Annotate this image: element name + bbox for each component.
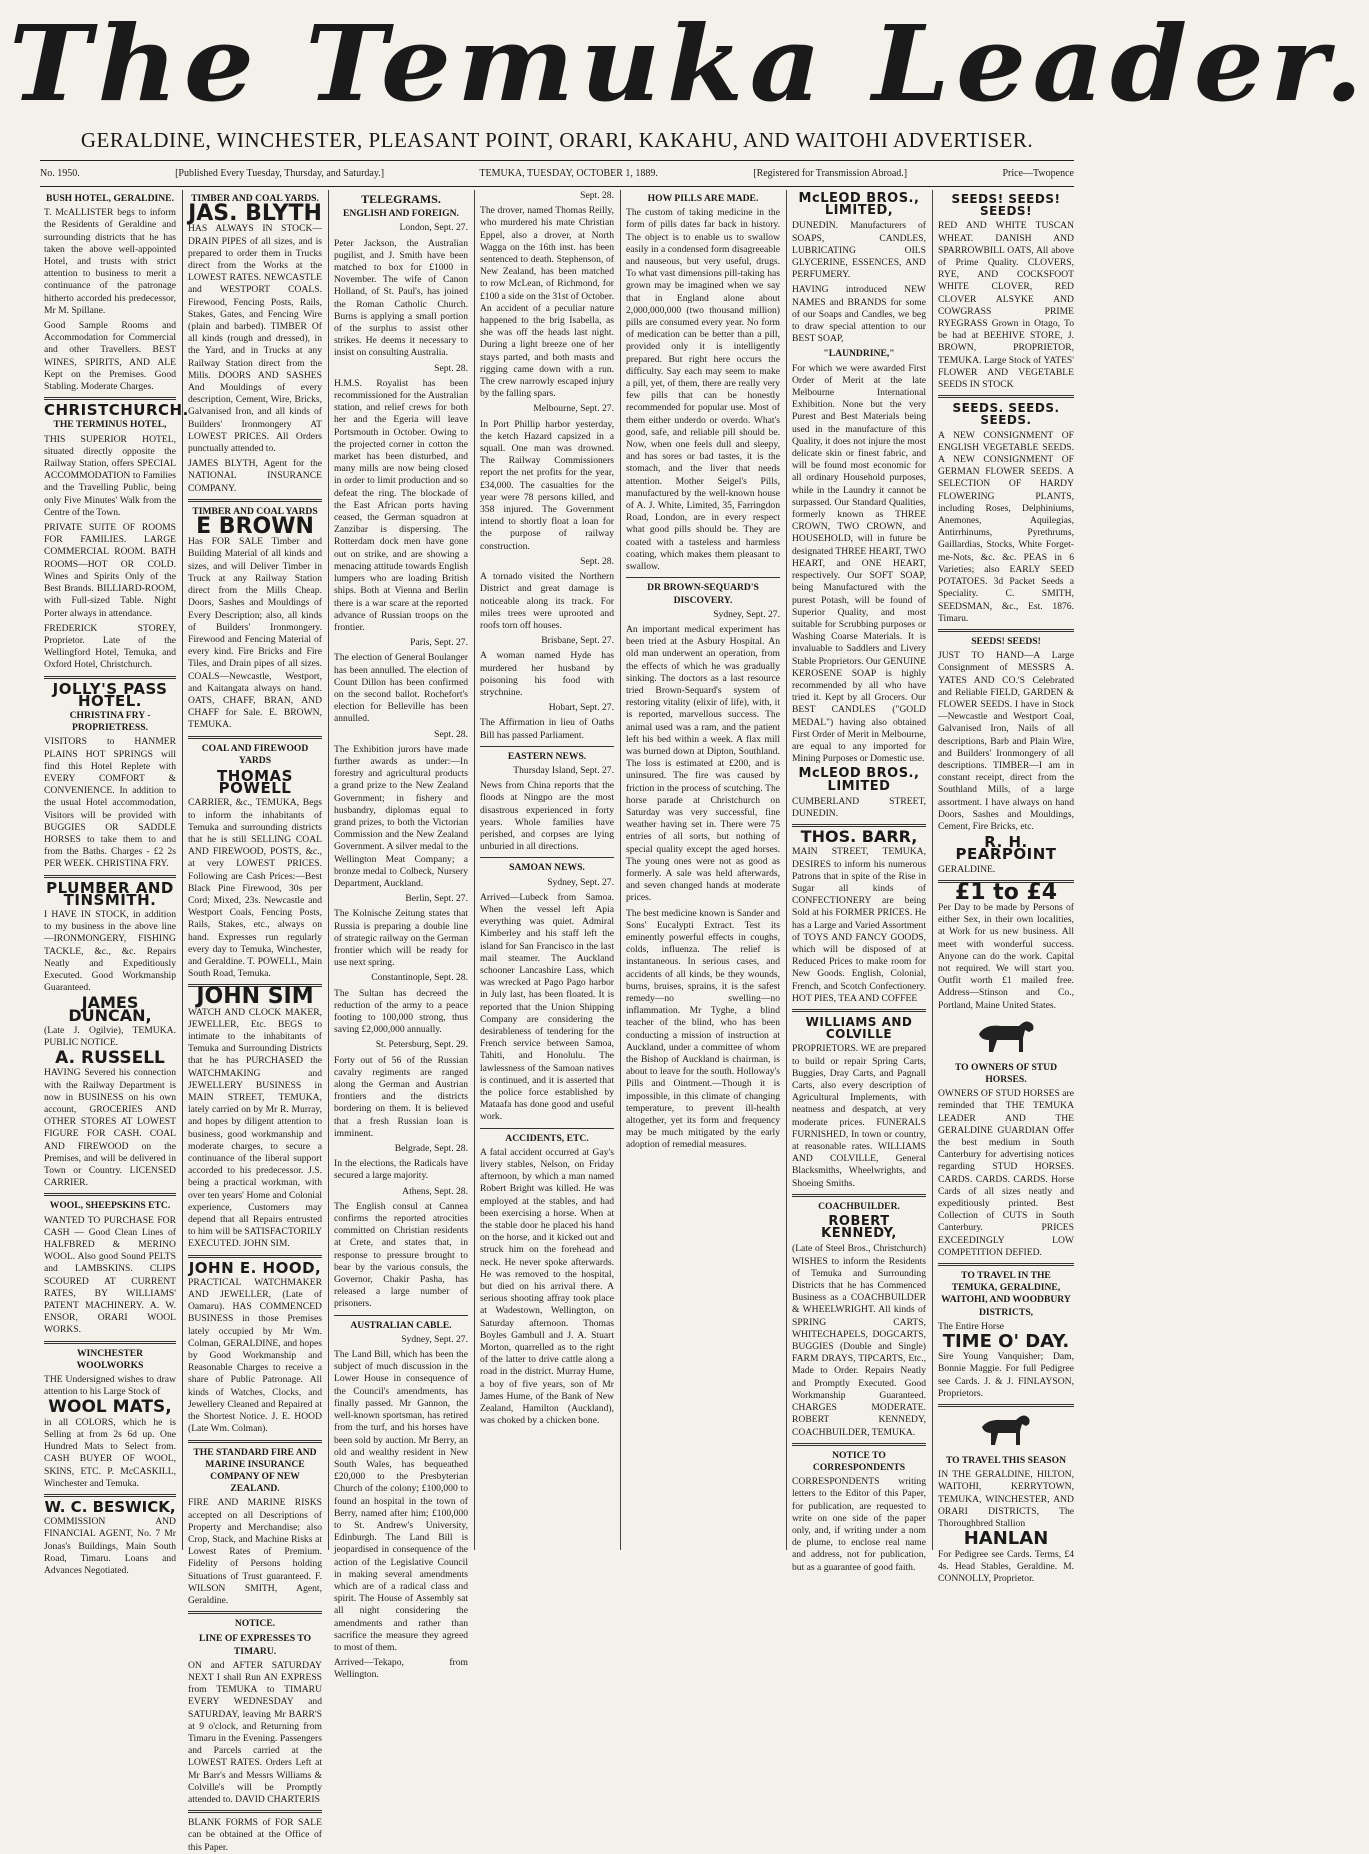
ad-text: Per Day to be made by Persons of either Sex, in their own localities, at Work for us new business. All meet with wonderful success. Anyone can do the work. Capital not required. We will start you. Outfit worth £1 mailed free. Address—Stinson and Co., Portland, Maine United States. <box>938 901 1074 1011</box>
ad-heading: NOTICE TO CORRESPONDENTS <box>812 1449 906 1473</box>
dateline: Paris, Sept. 27. <box>410 637 468 649</box>
ad-heading-large: McLEOD BROS., LIMITED, <box>798 191 920 219</box>
news-text: In Port Phillip harbor yesterday, the ketch Hazard capsized in a squall. One man was drowned. The Railway Commissioners report the net profits for the year, £34,000. The casualties for the year were 78 persons killed, and 358 injured. The Government intend to shortly float a loan for the purpose of railway construction. <box>480 418 614 552</box>
news-text: In the elections, the Radicals have secured a large majority. <box>334 1158 468 1182</box>
ad-heading: THE STANDARD FIRE AND MARINE INSURANCE COMPANY OF NEW ZEALAND. <box>193 1446 317 1495</box>
ad-heading-large: HANLAN <box>963 1528 1049 1550</box>
ad-text: RED AND WHITE TUSCAN WHEAT. DANISH AND SPARROWBILL OATS, All above of Prime Quality. CLOVERS, RYE, AND COCKSFOOT WHITE CLOVER, RED CLOVER ALSYKE AND COWGRASS PRIME RYEGRASS Grown in Otago, To be had at BEEHIVE STORE, J. BROWN, PROPRIETOR, TEMUKA. Large Stock of YATES' FLOWER AND VEGETABLE SEEDS IN STOCK <box>938 220 1074 391</box>
dateline: Brisbane, Sept. 27. <box>541 635 614 647</box>
ad-heading: "LAUNDRINE," <box>823 348 895 360</box>
newspaper-title: The Temuka Leader. <box>8 2 1369 125</box>
ad-heading-large: THOS. BARR, <box>800 827 918 847</box>
news-text: The Exhibition jurors have made further awards as under:—In forestry and agricultural products a grand prize to the New Zealand Government; in fishery and husbandry, diplomas equal to grand prizes, to both the Victorian Commission and the New Zealand Government. A silver medal to the Wellington Meat Company; a bronze medal to Colbeck, Nursery Department, Auckland. <box>334 743 468 889</box>
ad-text: Has FOR SALE Timber and Building Material of all kinds and sizes, and will Deliver Timber in Truck at any Railway Station direct from the Mills Cheap. Doors, Sashes and Mouldings of Every Description; also, all kinds of Builders' Ironmongery. Firewood and Fencing Material of every kind. Fire Bricks and Fire Tiles, and Drain pipes of all sizes. COALS—Newcastle, Westport, and Kaitangata always on hand. OATS, CHAFF, BRAN, AND CHAFF for Sale. E. BROWN, TEMUKA. <box>188 536 322 731</box>
news-text: Arrived—Lubeck from Samoa. When the vessel left Apia everything was quiet. Admiral Kimberley and his staff left the island for San Francisco in the last mail steamer. The Auckland schooner Lancashire Lass, which was wrecked at Pago Pago harbor in July last, has been floated. It is reported that the Union Shipping Company are considering the desirableness of tendering for the French service between Samoa, Tahiti, and Honolulu. The lawlessness of the Samoan natives is continued, and it is asserted that the police force established by Mataafa has done good and useful work. <box>480 891 614 1123</box>
column-3 <box>334 190 468 1681</box>
ad-heading-large: JAMES DUNCAN, <box>68 993 152 1025</box>
ad-text: MAIN STREET, TEMUKA, DESIRES to inform his numerous Patrons that in spite of the Rise in Sugar all kinds of CONFECTIONERY are being Sold at his FORMER PRICES. He has a Large and Varied Assortment of TOYS AND FANCY GOODS, which will be disposed of at Reduced Prices to make room for New Goods. English, Colonial, French, and Scotch Confectionery. HOT PIES, TEA AND COFFEE <box>792 846 926 1004</box>
ad-separator <box>188 1611 322 1614</box>
ad-heading: THE TERMINUS HOTEL, <box>53 419 167 431</box>
ad-text: GERALDINE. <box>938 863 996 875</box>
dateline: London, Sept. 27. <box>399 222 468 234</box>
ad-separator <box>44 1193 176 1196</box>
column-2 <box>188 190 322 1853</box>
ad-separator <box>188 499 322 502</box>
ad-text: THE Undersigned wishes to draw attention to his Large Stock of <box>44 1374 176 1398</box>
ad-text: OWNERS OF STUD HORSES are reminded that THE TEMUKA LEADER AND THE GERALDINE GUARDIAN Offer the best medium in South Canterbury for advertising notices regarding STUD HORSES. CARDS. CARDS. CARDS. Horse Cards of all sizes neatly and expeditiously printed. Best Collection of CUTS in South Canterbury. PRICES EXCEEDINGLY LOW COMPETITION DEFIED. <box>938 1088 1074 1258</box>
ad-text: CARRIER, &c., TEMUKA, Begs to inform the inhabitants of Temuka and surrounding districts that he is still SELLING COAL AND FIREWOOD, POSTS, &c., at very LOWEST PRICES. Following are Cash Prices:—Best Black Pine Firewood, 30s per Cord; Mixed, 23s. Newcastle and Westport Coals, Fencing Posts, Rails, Stakes, etc., always on hand. Expresses run regularly every day to Temuka, Winchester, and Geraldine. T. POWELL, Main South Road, Temuka. <box>188 797 322 980</box>
section-heading: EASTERN NEWS. <box>507 750 587 762</box>
registration-note: [Registered for Transmission Abroad.] <box>753 168 908 179</box>
news-text: News from China reports that the floods at Ningpo are the most disastrous experienced in forty years. Whole families have perished, and corpses are lying unburied in all directions. <box>480 780 614 853</box>
news-text: The election of General Boulanger has been annulled. The election of Count Dillon has been confirmed on the second ballot. Rochefort's election for Belleville has been annulled. <box>334 652 468 725</box>
article-heading: HOW PILLS ARE MADE. <box>647 193 759 204</box>
stallion-illustration <box>976 1411 1036 1451</box>
dateline: Berlin, Sept. 27. <box>405 893 468 905</box>
newspaper-subtitle: GERALDINE, WINCHESTER, PLEASANT POINT, ORARI, KAKAHU, AND WAITOHI ADVERTISER. <box>80 128 1034 152</box>
ad-separator <box>792 1194 926 1197</box>
ad-separator <box>44 676 176 679</box>
dateline: Melbourne, Sept. 27. <box>533 403 614 415</box>
ad-heading: LINE OF EXPRESSES TO TIMARU. <box>198 1633 312 1657</box>
ad-heading: WOOL, SHEEPSKINS ETC. <box>49 1200 171 1212</box>
column-divider <box>474 190 475 1550</box>
ad-text: HAVING Severed his connection with the Railway Department is now in BUSINESS on his own account, GROCERIES AND OTHER STORES AT LOWEST FIGURE FOR CASH. COAL AND FIREWOOD on the Premises, and will be delivered in Town or Country. LICENSED CARRIER. <box>44 1067 176 1189</box>
column-divider <box>786 190 787 1550</box>
ad-separator <box>44 397 176 400</box>
issue-info-bar <box>40 168 1074 186</box>
column-divider <box>932 190 933 1550</box>
dateline: TEMUKA, TUESDAY, OCTOBER 1, 1889. <box>479 168 658 179</box>
ad-heading: SEEDS! SEEDS! <box>971 635 1041 647</box>
section-separator <box>480 746 614 747</box>
ad-text: COMMISSION AND FINANCIAL AGENT, No. 7 Mr Jonas's Buildings, Main South Road, Timaru. Loans and Advances Negotiated. <box>44 1516 176 1576</box>
article-text: The best medicine known is Sander and Sons' Eucalypti Extract. Test its eminently powerful effects in coughs, colds, influenza. The relief is instantaneous. In serious cases, and accidents of all kinds, be they wounds, burns, bruises, sprains, it is the safest remedy—no swelling—no inflammation. Mr Tyghe, a blind teacher of the blind, who has been conducting a mission of instruction at Auckland, under a committee of whom the Bishop of Auckland is chairman, is about to leave for the south. Holloway's Pills and Ointment.—Though it is impossible, in this climate of changing temperature, to prevent ill-health altogether, yet its form and frequency may be much mitigated by the early adoption of remedial measures. <box>626 907 780 1151</box>
ad-text: in all COLORS, which he is Selling at from 2s 6d up. One Hundred Mats to Select from. CASH BUYER OF WOOL, SKINS, ETC. P. McCASKILL, Winchester and Temuka. <box>44 1416 176 1489</box>
ad-text: (Late of Steel Bros., Christchurch) WISHES to inform the Residents of Temuka and Surrounding Districts that he has Commenced Business as a COACHBUILDER & WHEELWRIGHT. All kinds of SPRING CARTS, WHITECHAPELS, DOGCARTS, BUGGIES (Double and Single) FARM DRAYS, TIPCARTS, Etc., Made to Order. Repairs Neatly and Promptly Executed. Good Workmanship Guaranteed. CHARGES MODERATE. ROBERT KENNEDY, COACHBUILDER, TEMUKA. <box>792 1243 926 1438</box>
masthead <box>8 2 1369 128</box>
dateline: Sept. 28. <box>580 555 614 567</box>
ad-heading-large: JOHN SIM <box>196 984 314 1010</box>
news-text: H.M.S. Royalist has been recommissioned for the Australian station, and relief crews for both her and the Egeria will leave Portsmouth in October. Owing to the projected corner in cotton the market has been disturbed, and many mills are now being closed in order to limit production and so defeat the ring. The blockade of the East African ports having ceased, the German squadron at Zanzibar is dispersing. The Rotterdam dock men have gone out on strike, and are showing a menacing attitude towards English lumpers who are loading British ships. Both at Vienna and Berlin there is a war scare at the reported advance of Russian troops on the frontier. <box>334 377 468 633</box>
ad-separator <box>188 1440 322 1443</box>
section-separator <box>480 857 614 858</box>
column-divider <box>328 190 329 1550</box>
ad-text: JUST TO HAND—A Large Consignment of MESSRS A. YATES AND CO.'S Celebrated and Reliable FIELD, GARDEN & FLOWER SEEDS. I have in Stock—Newcastle and Westport Coal, Galvanised Iron, Nails of all descriptions, Barb and Plain Wire, and Builders' Ironmongery of all descriptions. TIMBER—I am in constant receipt, direct from the Southland Mills, of a large assortment. I have always on hand Doors, Sashes and Mouldings, Cement, Fire Bricks, etc. <box>938 650 1074 832</box>
ad-text: (Late J. Ogilvie), TEMUKA. PUBLIC NOTICE. <box>44 1024 176 1048</box>
ad-text: A NEW CONSIGNMENT OF ENGLISH VEGETABLE SEEDS. A NEW CONSIGNMENT OF GERMAN FLOWER SEEDS. A SELECTION OF HARDY FLOWERING PLANTS, including Roses, Delphiniums, Anemones, Aquilegias, Antirrhinums, Pyrethrums, Gaillardias, Stocks, White Forget-me-Nots, &c. &c. PEAS in 6 Varieties; also EARLY SEED POTATOES. 3d Packet Seeds a Speciality. C. SMITH, SEEDSMAN, &c., Est. 1876. Timaru. <box>938 429 1074 624</box>
ad-heading-large: SEEDS. SEEDS. SEEDS. <box>952 401 1060 428</box>
news-text: A fatal accident occurred at Gay's livery stables, Nelson, on Friday afternoon, by which a man named Robert Bright was killed. He was employed at the stables, and had been exercising a horse. When at the stable door he placed his hand on the horse, and it kicked out and struck him on the forehead and neck. He never spoke afterwards. He was removed to the hospital, but died on his arrival there. A serious shooting affray took place at Wadestown, Wellington, on Saturday afternoon. Thomas Boyles Gambull and J. A. Stuart Morton, quarrelled as to the right of the latter to drive cattle along a road in the district. Murray Hume, a boy of five years, son of Mr James Hume, of the Bank of New Zealand, Hamilton (Auckland), was choked by a chicken bone. <box>480 1146 614 1427</box>
dateline: Sept. 28. <box>434 728 468 740</box>
ad-text: JAMES BLYTH, Agent for the NATIONAL INSURANCE COMPANY. <box>188 458 322 494</box>
ad-separator <box>188 1810 322 1813</box>
column-6 <box>792 190 926 1573</box>
column-7 <box>938 190 1074 1584</box>
ad-heading-large: A. RUSSELL <box>55 1048 165 1069</box>
ad-separator <box>188 736 322 739</box>
ad-text: PRACTICAL WATCHMAKER AND JEWELLER, (Late of Oamaru). HAS COMMENCED BUSINESS in those Premises lately occupied by Mr Wm. Colman, GERALDINE, and hopes by Good Workmanship and Reasonable Charges to receive a share of Public Patronage. All kinds of Watches, Clocks, and Jewellery Cleaned and Repaired at the Shortest Notice. J. E. HOOD (Late Wm. Colman). <box>188 1276 322 1435</box>
ad-heading-large: JAS. BLYTH <box>188 201 322 227</box>
ad-heading: COACHBUILDER. <box>818 1200 900 1212</box>
dateline: Belgrade, Sept. 28. <box>394 1143 468 1155</box>
ad-text: For which we were awarded First Order of Merit at the late Melbourne International Exhibition. None but the very Purest and Best Materials being used in the manufacture of this Quality, it does not injure the most delicate skin or finest fabric, and will be found most economic for all ordinary Household purposes, while in the Laundry it cannot be surpassed. Our Standard Qualities, formerly known as THREE CROWN, TWO CROWN, and HOUSEHOLD, will in future be designated THREE HEART, TWO HEART, and ONE HEART, respectively. Our SOFT SOAP, being Manufactured with the purest Potash, will be found of Superior Quality, and most suitable for Scrubbing purposes or Washing Coarse Materials. It is invaluable to Saddlers and Livery Stable Proprietors. Our GENUINE KEROSENE SOAP is highly recommended by all who have tried it. Kept by all Grocers. Our BEST CANDLES ("GOLD MEDAL") having also obtained First Order of Merit in Melbourne, are equal to any imported for Mining Purposes or Domestic use. <box>792 362 926 765</box>
news-text: A tornado visited the Northern District and great damage is noticeable along its track. For miles trees were uprooted and roofs torn off houses. <box>480 571 614 631</box>
ad-text: Sire Young Vanquisher; Dam, Bonnie Maggie. For full Pedigree see Cards. J. & J. FINLAYSON, Proprietors. <box>938 1351 1074 1399</box>
ad-text: ON and AFTER SATURDAY NEXT I shall Run AN EXPRESS from TEMUKA to TIMARU EVERY WEDNESDAY and SATURDAY, leaving Mr BARR'S at 9 o'clock, and Returning from Timaru in the Evening. Passengers and Parcels carried at the LOWEST RATES. Orders Left at Mr Barr's and Messrs Williams & Colville's will be Promptly attended to. DAVID CHARTERIS <box>188 1659 322 1805</box>
ad-separator <box>44 1341 176 1344</box>
ad-separator <box>938 1263 1074 1266</box>
ad-text: Good Sample Rooms and Accommodation for Commercial and other Travellers. BEST WINES, SPIRITS, AND ALE Kept on the Premises. Good Stabling. Moderate Charges. <box>44 320 176 393</box>
ad-heading: TO TRAVEL THIS SEASON <box>945 1455 1067 1467</box>
column-divider <box>182 190 183 1550</box>
bottom-rule <box>40 186 1074 187</box>
ad-heading: TO TRAVEL IN THE TEMUKA, GERALDINE, WAITOHI, AND WOODBURY DISTRICTS, <box>941 1270 1071 1318</box>
dateline: Athens, Sept. 28. <box>402 1185 468 1197</box>
article-text: The custom of taking medicine in the form of pills dates far back in history. The object is to enable us to swallow easily in a condensed form disagreeable and nauseous, but very useful, drugs. To what vast dimensions pill-taking has grown may be imagined when we say that in England alone about 2,000,000,000 (two thousand million) pills are consumed every year. No form of medication can be better than a pill, provided only it is intelligently prepared. But right here occurs the difficulty. Say each may seem to make a pill, yet, of them, there are really very few pills that can be honestly recommended for popular use. Most of them either underdo or overdo. What's good, safe, and reliable pill should be. Now, when one feels dull and sleepy, and has sores or bad tastes, it is the stomach, and the liver that needs attention. Mother Seigel's Pills, manufactured by the well-known house of A. J. White, Limited, 35, Farringdon Road, London, are in every respect what good pills should be. They are coated with a tasteless and harmless coating, which makes them pleasant to swallow. <box>626 207 780 573</box>
ad-text: CUMBERLAND STREET, DUNEDIN. <box>792 795 926 819</box>
article-text: An important medical experiment has been tried at the Asbury Hospital. An old man underwent an operation, from the effects of which he was gradually sinking. The doctors as a last resource tried Brown-Sequard's system of restoring vitality (elixir of life), with, it is reported, marvellous success. The animal used was a ram, and the patient left his bed within a week. A flax mill was burned down at Dipton, Southland. The loss is estimated at £200, and is uninsured. The fire was caused by friction in the process of scutching. The horse parade at Christchurch on Saturday was very successful, fine weather having set in. There were 75 entries of all sorts, but nothing of special quality except the aged horses. The young ones were not as good as formerly. A sale was held afterwards, and seven changed hands at moderate prices. <box>626 623 780 904</box>
ad-text: VISITORS to HANMER PLAINS HOT SPRINGS will find this Hotel Replete with EVERY COMFORT & CONVENIENCE. In addition to the usual Hotel accommodation, Visitors will be provided with BUGGIES OR SADDLE HORSES to take them to and from the Baths. Charges - £2 2s PER WEEK. CHRISTINA FRY. <box>44 736 176 870</box>
ad-text: CORRESPONDENTS writing letters to the Editor of this Paper, for publication, are requested to write on one side of the paper only, and, if writing under a nom de plume, to enclose real name and address, not for publication, but as a guarantee of good faith. <box>792 1476 926 1573</box>
ad-heading-large: THOMAS POWELL <box>217 766 293 798</box>
dateline: Sept. 28. <box>434 362 468 374</box>
news-text: Peter Jackson, the Australian pugilist, and J. Smith have been matched to box for £1000 in November. The wife of Canon Holland, of St. Paul's, has joined the Roman Catholic Church. Burns is applying a small portion of the surplus to assist other strikes. He deems it necessary to insist on consulting Australia. <box>334 237 468 359</box>
ad-text: The Entire Horse <box>938 1320 1005 1332</box>
news-text: A woman named Hyde has murdered her husband by poisoning his food with strychnine. <box>480 650 614 698</box>
section-heading: ACCIDENTS, ETC. <box>505 1132 589 1144</box>
news-text: The English consul at Cannea confirms the reported atrocities committed on Christian residents at Crete, and states that, in response to pressure brought to bear by the various consuls, the Governor, Chakir Pasha, has released a large number of prisoners. <box>334 1200 468 1310</box>
ad-separator <box>44 875 176 878</box>
section-heading: SAMOAN NEWS. <box>509 862 585 874</box>
dateline: Sydney, Sept. 27. <box>401 1333 468 1345</box>
ad-text: FIRE AND MARINE RISKS accepted on all Descriptions of Property and Merchandise; also Crop, Stack, and Machine Risks at Lowest Rates of Premium. Fidelity of Persons holding Situations of Trust guaranteed. F. WILSON SMITH, Agent, Geraldine. <box>188 1497 322 1606</box>
news-text: The Affirmation in lieu of Oaths Bill has passed Parliament. <box>480 717 614 741</box>
ad-text: BLANK FORMS of FOR SALE can be obtained at the Office of this Paper. <box>188 1817 322 1853</box>
ad-heading: TO OWNERS OF STUD HORSES. <box>954 1061 1058 1085</box>
ad-heading-large: PLUMBER AND TINSMITH. <box>46 878 174 909</box>
ad-heading: NOTICE. <box>234 1618 276 1630</box>
ad-heading-large: JOHN E. HOOD, <box>188 1258 322 1277</box>
ad-heading-large: McLEOD BROS., LIMITED <box>798 766 920 794</box>
ad-text: HAVING introduced NEW NAMES and BRANDS for some of our Soaps and Candles, we beg to draw special attention to our BEST SOAP, <box>792 284 926 345</box>
ad-heading-large: R. H. PEARPOINT <box>955 833 1057 864</box>
ad-text: WANTED TO PURCHASE FOR CASH — Good Clean Lines of HALFBRED & MERINO WOOL. Also good Sound PELTS and LAMBSKINS. CLIPS SCOURED AT CURRENT RATES, BY WILLIAMS' PATENT MACHINERY. A. W. ENSOR, ORARI WOOL WORKS. <box>44 1214 176 1336</box>
news-text: The Land Bill, which has been the subject of much discussion in the Lower House in consequence of the Council's amendments, has finally passed. Mr Gannon, the well-known sportsman, has retired from the turf, and his horses have been sold by auction. Mr Berry, an old and wealthy resident in New South Wales, has bequeathed £20,000 to the Presbyterian Church of the colony; £100,000 to found an hospital in the town of Berry, named after him; £100,000 to St. Andrew's University, Edinburgh. The Land Bill is jeopardised in consequence of the action of the Legislative Council in making several amendments which are of a radical class and spirit. The House of Assembly sat all night considering the amendments and rather than sacrifice the measure they agreed to most of them. <box>334 1349 468 1653</box>
news-text: The Sultan has decreed the reduction of the army to a peace footing to 100,000 strong, thus saving £2,000,000 annually. <box>334 987 468 1036</box>
ad-text: PROPRIETORS. WE are prepared to build or repair Spring Carts, Buggies, Dray Carts, and Pagnall Carts, also every description of Agricultural Implements, with neatness and despatch, at very moderate prices. FUNERALS FURNISHED, In town or country, at reasonable rates. WILLIAMS AND COLVILLE, General Blacksmiths, Wheelwrights, and Shoeing Smiths. <box>792 1043 926 1189</box>
column-divider <box>620 190 621 1550</box>
ad-heading-large: SEEDS! SEEDS! SEEDS! <box>951 192 1061 219</box>
section-heading: TELEGRAMS. <box>361 192 441 206</box>
section-separator <box>626 577 780 578</box>
ad-text: I HAVE IN STOCK, in addition to my business in the above line—IRONMONGERY, FISHING TACKLE, &c., &c. Repairs Neatly and Expeditiously Executed. Good Workmanship Guaranteed. <box>44 908 176 994</box>
section-separator <box>334 1315 468 1316</box>
article-heading: DR BROWN-SEQUARD'S DISCOVERY. <box>647 582 759 606</box>
ad-heading: TIMBER AND COAL YARDS <box>192 505 318 517</box>
section-subheading: ENGLISH AND FOREIGN. <box>343 208 459 220</box>
ad-heading-large: WOOL MATS, <box>48 1397 172 1418</box>
column-1 <box>44 190 189 1576</box>
section-separator <box>480 1128 614 1129</box>
ad-text: T. McALLISTER begs to inform the Residents of Geraldine and surrounding districts that he has taken the above well-appointed Hotel, and trusts with strict attention to business to merit a continuance of the patronage hitherto accorded his predecessor, Mr M. Spillane. <box>44 207 176 316</box>
ad-separator <box>792 1009 926 1012</box>
dateline: Thursday Island, Sept. 27. <box>513 764 614 776</box>
ad-text: IN THE GERALDINE, HILTON, WAITOHI, KERRYTOWN, TEMUKA, WINCHESTER, AND ORARI DISTRICTS, The Thoroughbred Stallion <box>938 1469 1074 1530</box>
ad-separator <box>938 395 1074 398</box>
ad-heading: WINCHESTER WOOLWORKS <box>76 1347 144 1371</box>
column-5 <box>626 190 780 1550</box>
news-text: Forty out of 56 of the Russian cavalry regiments are ranged along the German and Austrian frontiers and the districts bordering on them. It is believed that a fresh Russian loan is imminent. <box>334 1054 468 1139</box>
ad-heading-large: £1 to £4 <box>954 879 1058 905</box>
dateline: Hobart, Sept. 27. <box>548 702 614 714</box>
ad-separator <box>938 629 1074 632</box>
ad-separator <box>938 1404 1074 1407</box>
ad-text: HAS ALWAYS IN STOCK—DRAIN PIPES of all sizes, and is prepared to order them in Trucks direct from the Works at the LOWEST RATES. NEWCASTLE and WESTPORT COALS. Firewood, Fencing Posts, Rails, Stakes, Gates, and Fencing Wire (plain and barbed). TIMBER Of all kinds (rough and dressed), in the Yard, and in Trucks at any Railway Station direct from the Mills. DOORS AND SASHES And Mouldings of every description, Cement, Wire, Bricks, Galvanised Iron, and all kinds of Builders' Ironmongery AT LOWEST PRICES. All Orders punctually attended to. <box>188 223 322 455</box>
ad-heading: COAL AND FIREWOOD YARDS <box>201 742 309 766</box>
news-text: The drover, named Thomas Reilly, who murdered his mate Christian Eppel, also a drover, at North Wagga on the 16th inst. has been sentenced to death. Stephenson, of New Zealand, has been matched to row McLean, of Richmond, for £100 a side on the 31st of October. An accident of a peculiar nature happened to the brig Isabella, as she was off the heads last night. During a light breeze one of her stays parted, and both masts and rigging came down with a run. The crew narrowly escaped injury by the falling spars. <box>480 205 614 400</box>
top-rule <box>40 160 1074 161</box>
ad-heading-large: TIME O' DAY. <box>942 1331 1070 1353</box>
ad-heading-large: E BROWN <box>196 514 314 540</box>
issue-number: No. 1950. <box>40 168 80 179</box>
ad-text: PRIVATE SUITE OF ROOMS FOR FAMILIES. LARGE COMMERCIAL ROOM. BATH ROOMS—HOT OR COLD. Wines and Spirits Only of the Best Brands. BILLIARD-ROOM, with Full-sized Table. Night Porter always in attendance. <box>44 522 176 619</box>
ad-text: FREDERICK STOREY, Proprietor. Late of the Wellingford Hotel, Temuka, and Oxford Hotel, Christchurch. <box>44 622 176 671</box>
news-text: Arrived—Tekapo, from Wellington. <box>334 1657 468 1681</box>
dateline: Sydney, Sept. 27. <box>713 608 780 620</box>
ad-heading-large: WILLIAMS AND COLVILLE <box>805 1015 913 1042</box>
price: Price—Twopence <box>1002 168 1074 179</box>
ad-text: DUNEDIN. Manufacturers of SOAPS, CANDLES, LUBRICATING OILS GLYCERINE, ESSENCES, AND PERFUMERY. <box>792 220 926 281</box>
ad-heading-large: CHRISTCHURCH. <box>44 401 189 420</box>
column-4 <box>480 190 614 1550</box>
ad-heading-large: JOLLY'S PASS HOTEL. <box>52 679 168 710</box>
publication-schedule: [Published Every Tuesday, Thursday, and Saturday.] <box>175 168 385 179</box>
news-text: The Kolnische Zeitung states that Russia is preparing a double line of strategic railway on the German frontier which will be ready for use next spring. <box>334 908 468 969</box>
ad-heading-large: W. C. BESWICK, <box>44 1497 176 1516</box>
stud-horse-illustration <box>971 1016 1041 1058</box>
ad-separator <box>792 1443 926 1446</box>
ad-text: For Pedigree see Cards. Terms, £4 4s. Head Stables, Geraldine. M. CONNOLLY, Proprietor. <box>938 1548 1074 1584</box>
ad-text: THIS SUPERIOR HOTEL, situated directly opposite the Railway Station, offers SPECIAL ACCOMMODATION to Families and the Travelling Public, being only Five Minutes' Walk from the Centre of the Town. <box>44 433 176 518</box>
ad-heading: CHRISTINA FRY - PROPRIETRESS. <box>69 709 151 734</box>
ad-heading-large: ROBERT KENNEDY, <box>821 1214 897 1242</box>
dateline: Constantinople, Sept. 28. <box>371 972 468 984</box>
ad-separator <box>188 1255 322 1258</box>
dateline: St. Petersburg, Sept. 29. <box>375 1039 468 1051</box>
dateline: Sept. 28. <box>580 190 614 201</box>
ad-text: WATCH AND CLOCK MAKER, JEWELLER, Etc. BEGS to intimate to the inhabitants of Temuka and Surrounding Districts that he has PURCHASED the WATCHMAKING and JEWELLERY BUSINESS in MAIN STREET, TEMUKA, lately carried on by Mr R. Murray, and hopes by diligent attention to business, good workmanship and moderate charges, to secure a continuance of the liberal support accorded to his predecessor. J.S. being a practical workman, with over ten years' Home and Colonial experience, Customers may depend that all Repairs entrusted to him will be SATISFACTORILY EXECUTED. JOHN SIM. <box>188 1006 322 1250</box>
dateline: Sydney, Sept. 27. <box>547 876 614 888</box>
ad-heading: BUSH HOTEL, GERALDINE. <box>46 193 174 204</box>
ad-separator <box>44 1494 176 1497</box>
ad-heading: TIMBER AND COAL YARDS. <box>191 193 319 204</box>
section-heading: AUSTRALIAN CABLE. <box>350 1319 452 1331</box>
